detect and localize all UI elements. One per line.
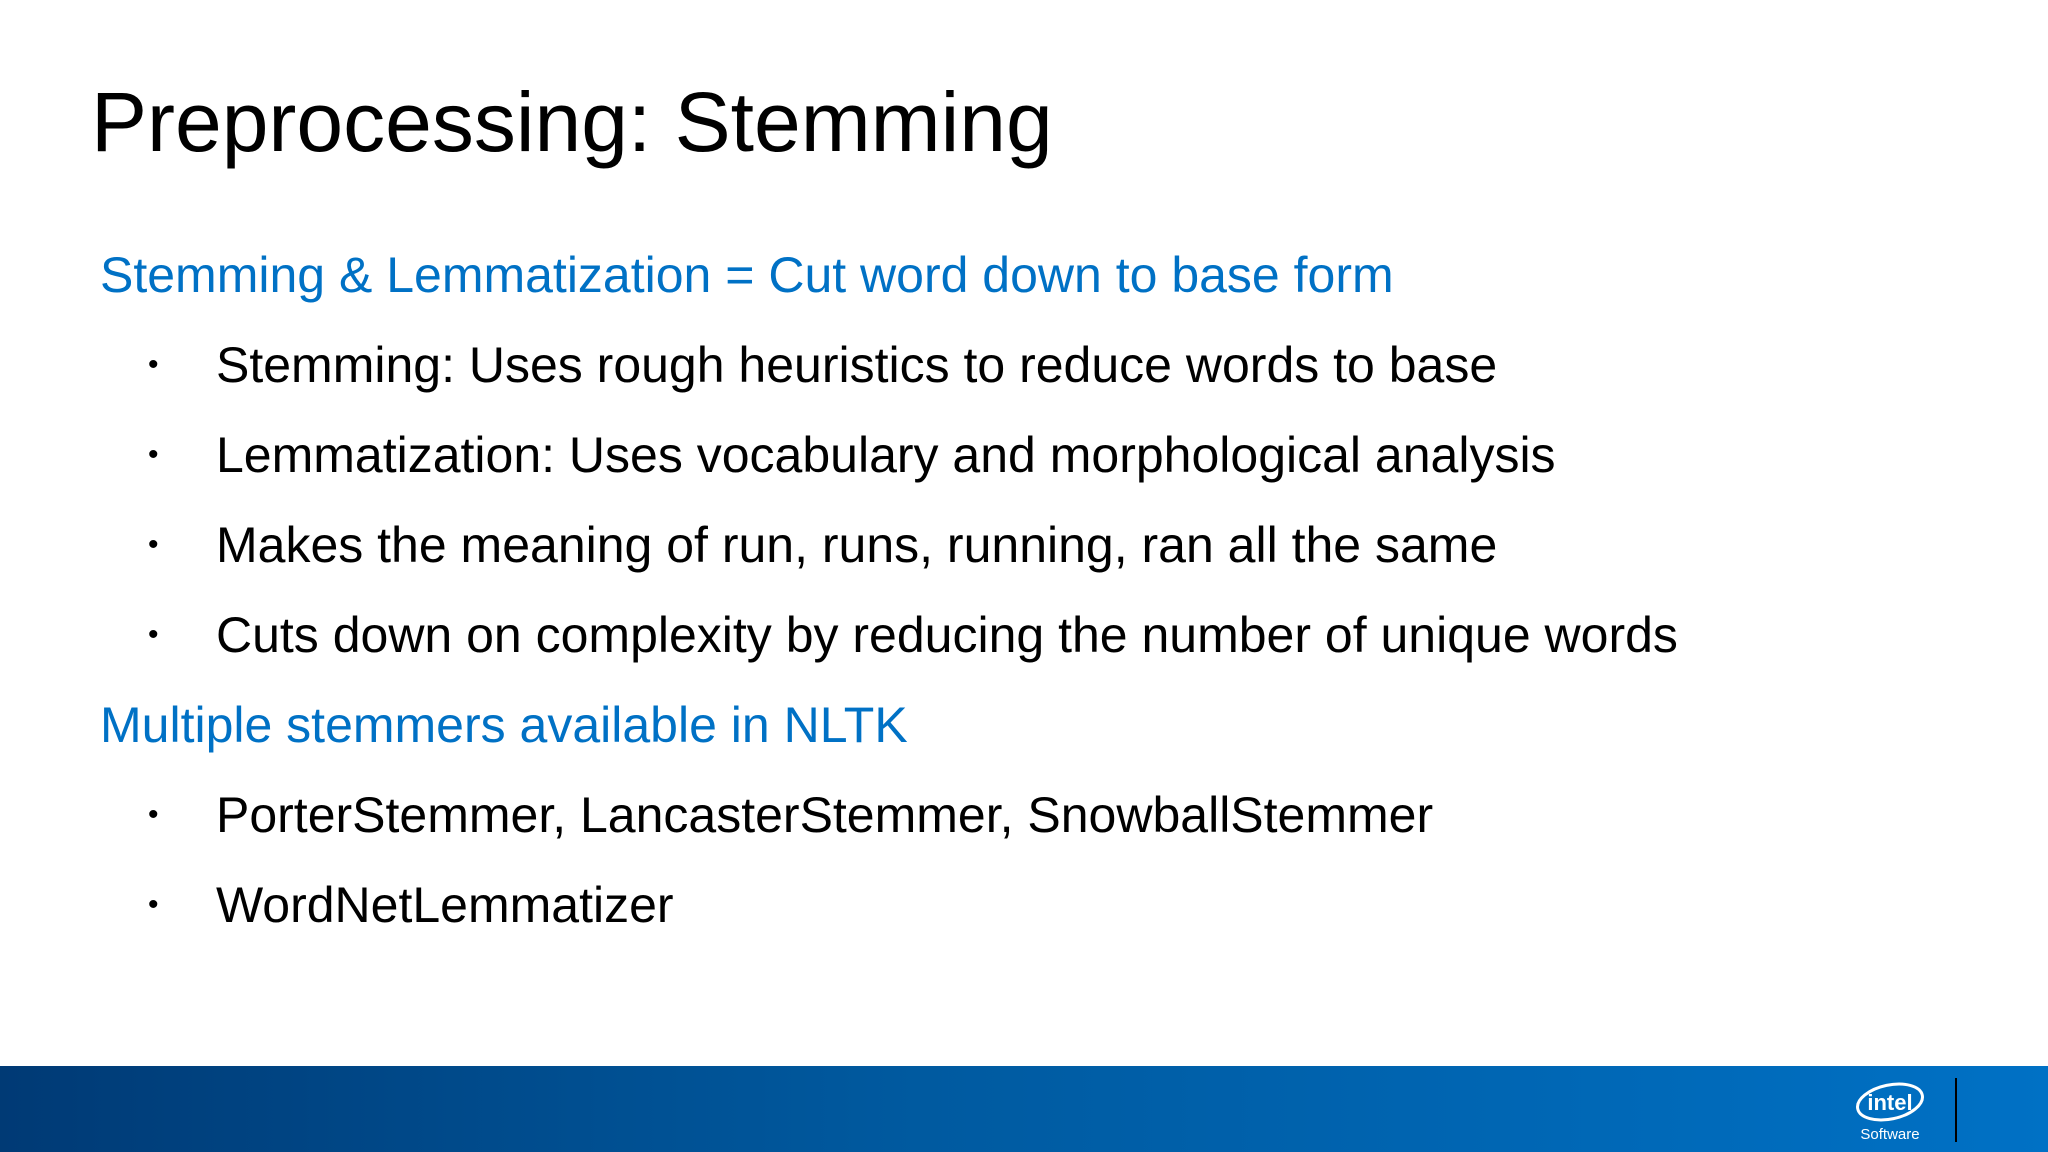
logo-caption-text: Software [1860,1126,1920,1143]
bullet-list [100,780,1950,960]
bullet-text: Makes the meaning of run, runs, running, ran all the same [216,517,1498,573]
bullet-item [100,600,1950,690]
section-heading: Stemming & Lemmatization = Cut word down to base form [100,247,1394,303]
section-heading: Multiple stemmers available in NLTK [100,697,908,753]
logo-brand-text: intel [1867,1090,1913,1115]
bullet-dot-icon: • [148,798,159,831]
bullet-text: PorterStemmer, LancasterStemmer, SnowballStemmer [216,787,1434,843]
bullet-dot-icon: • [148,348,159,381]
bullet-dot-icon: • [148,438,159,471]
bullet-item [100,420,1950,510]
slide-content [100,240,1950,960]
bullet-text: Stemming: Uses rough heuristics to reduce words to base [216,337,1498,393]
footer-bar [0,1066,2048,1152]
bullet-item [100,330,1950,420]
slide-title: Preprocessing: Stemming [91,75,1053,169]
bullet-dot-icon: • [148,888,159,921]
bullet-item [100,510,1950,600]
intel-logo-icon [1852,1078,1932,1144]
section-stemming-lemmatization [100,240,1950,690]
bullet-dot-icon: • [148,528,159,561]
bullet-item [100,870,1950,960]
bullet-list [100,330,1950,690]
bullet-item [100,780,1950,870]
section-nltk-stemmers [100,690,1950,960]
bullet-dot-icon: • [148,618,159,651]
bullet-text: WordNetLemmatizer [216,877,674,933]
bullet-text: Lemmatization: Uses vocabulary and morphological analysis [216,427,1556,483]
bullet-text: Cuts down on complexity by reducing the number of unique words [216,607,1678,663]
logo-divider [1955,1078,1957,1142]
